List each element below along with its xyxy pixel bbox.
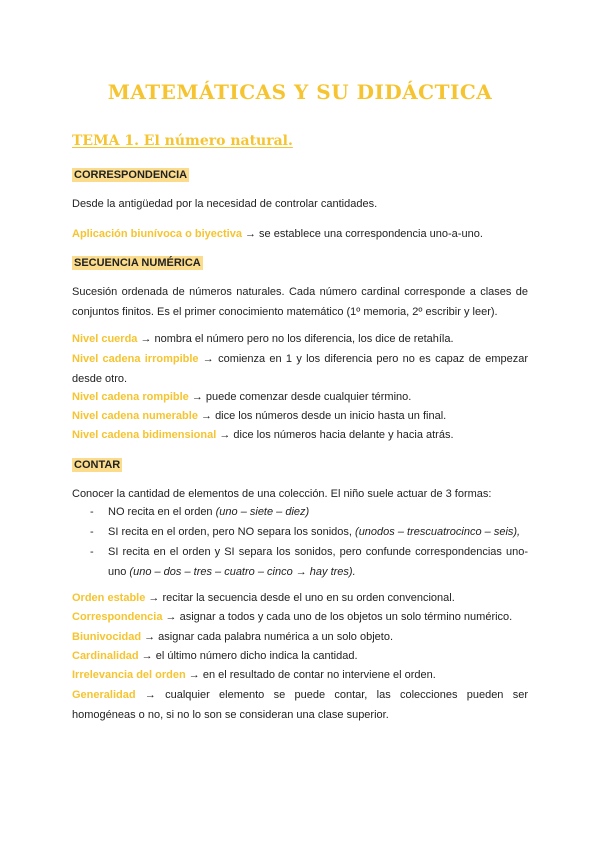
section-heading-secuencia: SECUENCIA NUMÉRICA: [74, 257, 201, 269]
keyword: Aplicación biunívoca o biyectiva: [72, 228, 242, 240]
example-text: (unodos – trescuatrocinco – seis),: [355, 526, 521, 538]
dash-bullet: -: [90, 546, 94, 558]
definition-text: → puede comenzar desde cualquier término.: [188, 391, 412, 403]
keyword: Nivel cadena irrompible: [72, 353, 199, 365]
dash-bullet: -: [90, 506, 94, 518]
dash-bullet: -: [90, 526, 94, 538]
list-item: [72, 502, 528, 522]
principle-item: [72, 685, 528, 725]
definition-text: → en el resultado de contar no interviene el orden.: [185, 669, 436, 681]
keyword: Generalidad: [72, 689, 136, 701]
correspondencia-paragraph: Desde la antigüedad por la necesidad de controlar cantidades.: [72, 198, 378, 210]
keyword: Biunivocidad: [72, 631, 142, 643]
section-heading-correspondencia: CORRESPONDENCIA: [74, 169, 188, 181]
list-item-text: NO recita en el orden: [108, 506, 216, 518]
contar-intro: Conocer la cantidad de elementos de una colección. El niño suele actuar de 3 formas:: [72, 488, 492, 500]
level-item: [72, 387, 528, 407]
secuencia-intro: Sucesión ordenada de números naturales. Cada número cardinal corresponde a clases de conjuntos finitos. Es el primer conocimiento matemático (1º memoria, 2º escribir y leer).: [72, 286, 528, 318]
forms-list: [72, 502, 528, 582]
level-item: [72, 329, 528, 349]
definition-text: → asignar cada palabra numérica a un solo objeto.: [141, 631, 393, 643]
principle-item: [72, 607, 528, 627]
list-item-text: SI recita en el orden y SI separa los sonidos, pero confunde correspondencias uno-uno: [108, 546, 528, 578]
definition-text: → comienza en 1 y los diferencia pero no es capaz de empezar desde otro.: [72, 353, 528, 385]
keyword: Orden estable: [72, 592, 146, 604]
keyword: Nivel cuerda: [72, 333, 138, 345]
topic-title: TEMA 1. El número natural.: [72, 133, 293, 149]
definition-text: → nombra el número pero no los diferencia, los dice de retahíla.: [137, 333, 454, 345]
definition-text: → el último número dicho indica la cantidad.: [138, 650, 358, 662]
definition-text: → dice los números hacia delante y hacia atrás.: [216, 429, 454, 441]
section-heading-contar: CONTAR: [74, 459, 121, 471]
list-item: [72, 522, 528, 542]
keyword: Nivel cadena rompible: [72, 391, 189, 403]
principle-item: [72, 627, 528, 647]
document-title: MATEMÁTICAS Y SU DIDÁCTICA: [107, 80, 493, 104]
level-item: [72, 349, 528, 389]
keyword: Nivel cadena numerable: [72, 410, 198, 422]
keyword: Cardinalidad: [72, 650, 139, 662]
definition-text: → asignar a todos y cada uno de los objetos un solo término numérico.: [162, 611, 513, 623]
principle-item: [72, 646, 528, 666]
keyword: Correspondencia: [72, 611, 163, 623]
principle-item: [72, 665, 528, 685]
definition-text: → dice los números desde un inicio hasta un final.: [197, 410, 447, 422]
list-item: [72, 542, 528, 582]
definition-text: → se establece una correspondencia uno-a-uno.: [241, 228, 483, 240]
definition-text: → recitar la secuencia desde el uno en su orden convencional.: [145, 592, 455, 604]
keyword: Nivel cadena bidimensional: [72, 429, 217, 441]
example-text: (uno – dos – tres – cuatro – cinco → hay tres).: [129, 566, 356, 578]
level-item: [72, 425, 528, 445]
keyword: Irrelevancia del orden: [72, 669, 186, 681]
principle-item: [72, 588, 528, 608]
definition-text: → cualquier elemento se puede contar, las colecciones pueden ser homogéneas o no, si no lo son se consideran una clase superior.: [72, 689, 528, 721]
example-text: (uno – siete – diez): [215, 506, 310, 518]
level-item: [72, 406, 528, 426]
correspondencia-definition: [72, 224, 528, 244]
list-item-text: SI recita en el orden, pero NO separa los sonidos,: [108, 526, 356, 538]
